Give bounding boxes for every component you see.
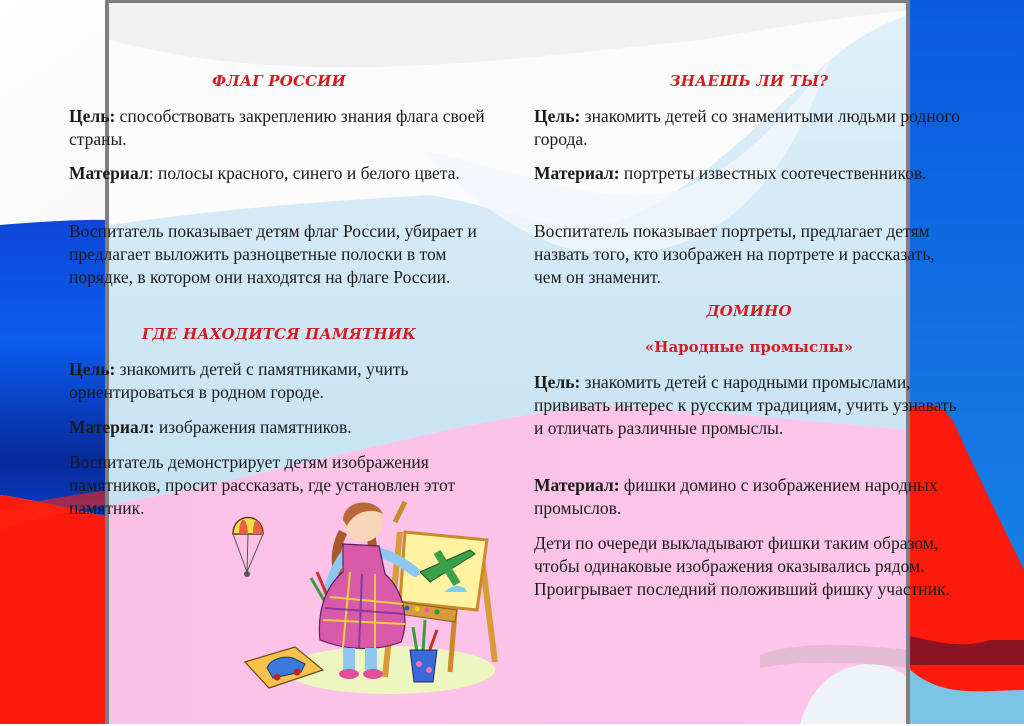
description-paragraph: Воспитатель демонстрирует детям изображения памятников, просит рассказать, где установлен этот памятник. (69, 452, 456, 518)
material-paragraph (69, 416, 489, 439)
section-title-monument: ГДЕ НАХОДИТСЯ ПАМЯТНИК (141, 325, 417, 343)
goal-paragraph (534, 371, 964, 440)
goal-text: знакомить детей с народными промыслами, прививать интерес к русским традициям, учить узнавать и отличать различные промыслы. (534, 372, 957, 438)
goal-label: Цель: (69, 106, 116, 126)
material-label: Материал (69, 163, 149, 183)
goal-paragraph (69, 105, 489, 151)
goal-label: Цель: (69, 359, 116, 379)
section-title-domino: ДОМИНО (706, 302, 792, 320)
description-paragraph: Дети по очереди выкладывают фишки таким образом, чтобы одинаковые изображения оказывались рядом. Проигрывает последний положивший фишку участник. (534, 533, 950, 599)
material-paragraph (69, 162, 489, 185)
material-paragraph (534, 474, 964, 520)
goal-label: Цель: (534, 372, 581, 392)
girl-painting-icon (225, 492, 515, 722)
material-text: фишки домино с изображением народных промыслов. (534, 475, 938, 518)
material-label: Материал: (534, 475, 620, 495)
material-label: Материал: (534, 163, 620, 183)
parachute-icon (233, 518, 263, 578)
section-subtitle-folk-crafts: «Народные промыслы» (644, 338, 854, 356)
goal-paragraph (534, 105, 964, 151)
goal-text: знакомить детей с памятниками, учить ориентироваться в родном городе. (69, 359, 409, 402)
section-title-do-you-know: ЗНАЕШЬ ЛИ ТЫ? (669, 72, 829, 90)
goal-paragraph (69, 358, 489, 404)
description-paragraph: Воспитатель показывает портреты, предлагает детям назвать того, кто изображен на портрете и рассказать, чем он знаменит. (534, 221, 935, 287)
material-text: : полосы красного, синего и белого цвета. (148, 163, 460, 183)
goal-text: способствовать закреплению знания флага своей страны. (69, 106, 485, 149)
girl-painting-illustration (225, 492, 515, 726)
material-label: Материал: (69, 417, 155, 437)
material-text: изображения памятников. (154, 417, 352, 437)
brush-cup-icon (410, 620, 437, 682)
goal-text: знакомить детей со знаменитыми людьми родного города. (534, 106, 960, 149)
material-paragraph (534, 162, 964, 185)
material-text: портреты известных соотечественников. (619, 163, 927, 183)
section-title-flag-russia: ФЛАГ РОССИИ (211, 72, 347, 90)
goal-label: Цель: (534, 106, 581, 126)
description-paragraph: Воспитатель показывает детям флаг России, убирает и предлагает выложить разноцветные полоски в том порядке, в котором они находятся на флаге России. (69, 221, 477, 287)
